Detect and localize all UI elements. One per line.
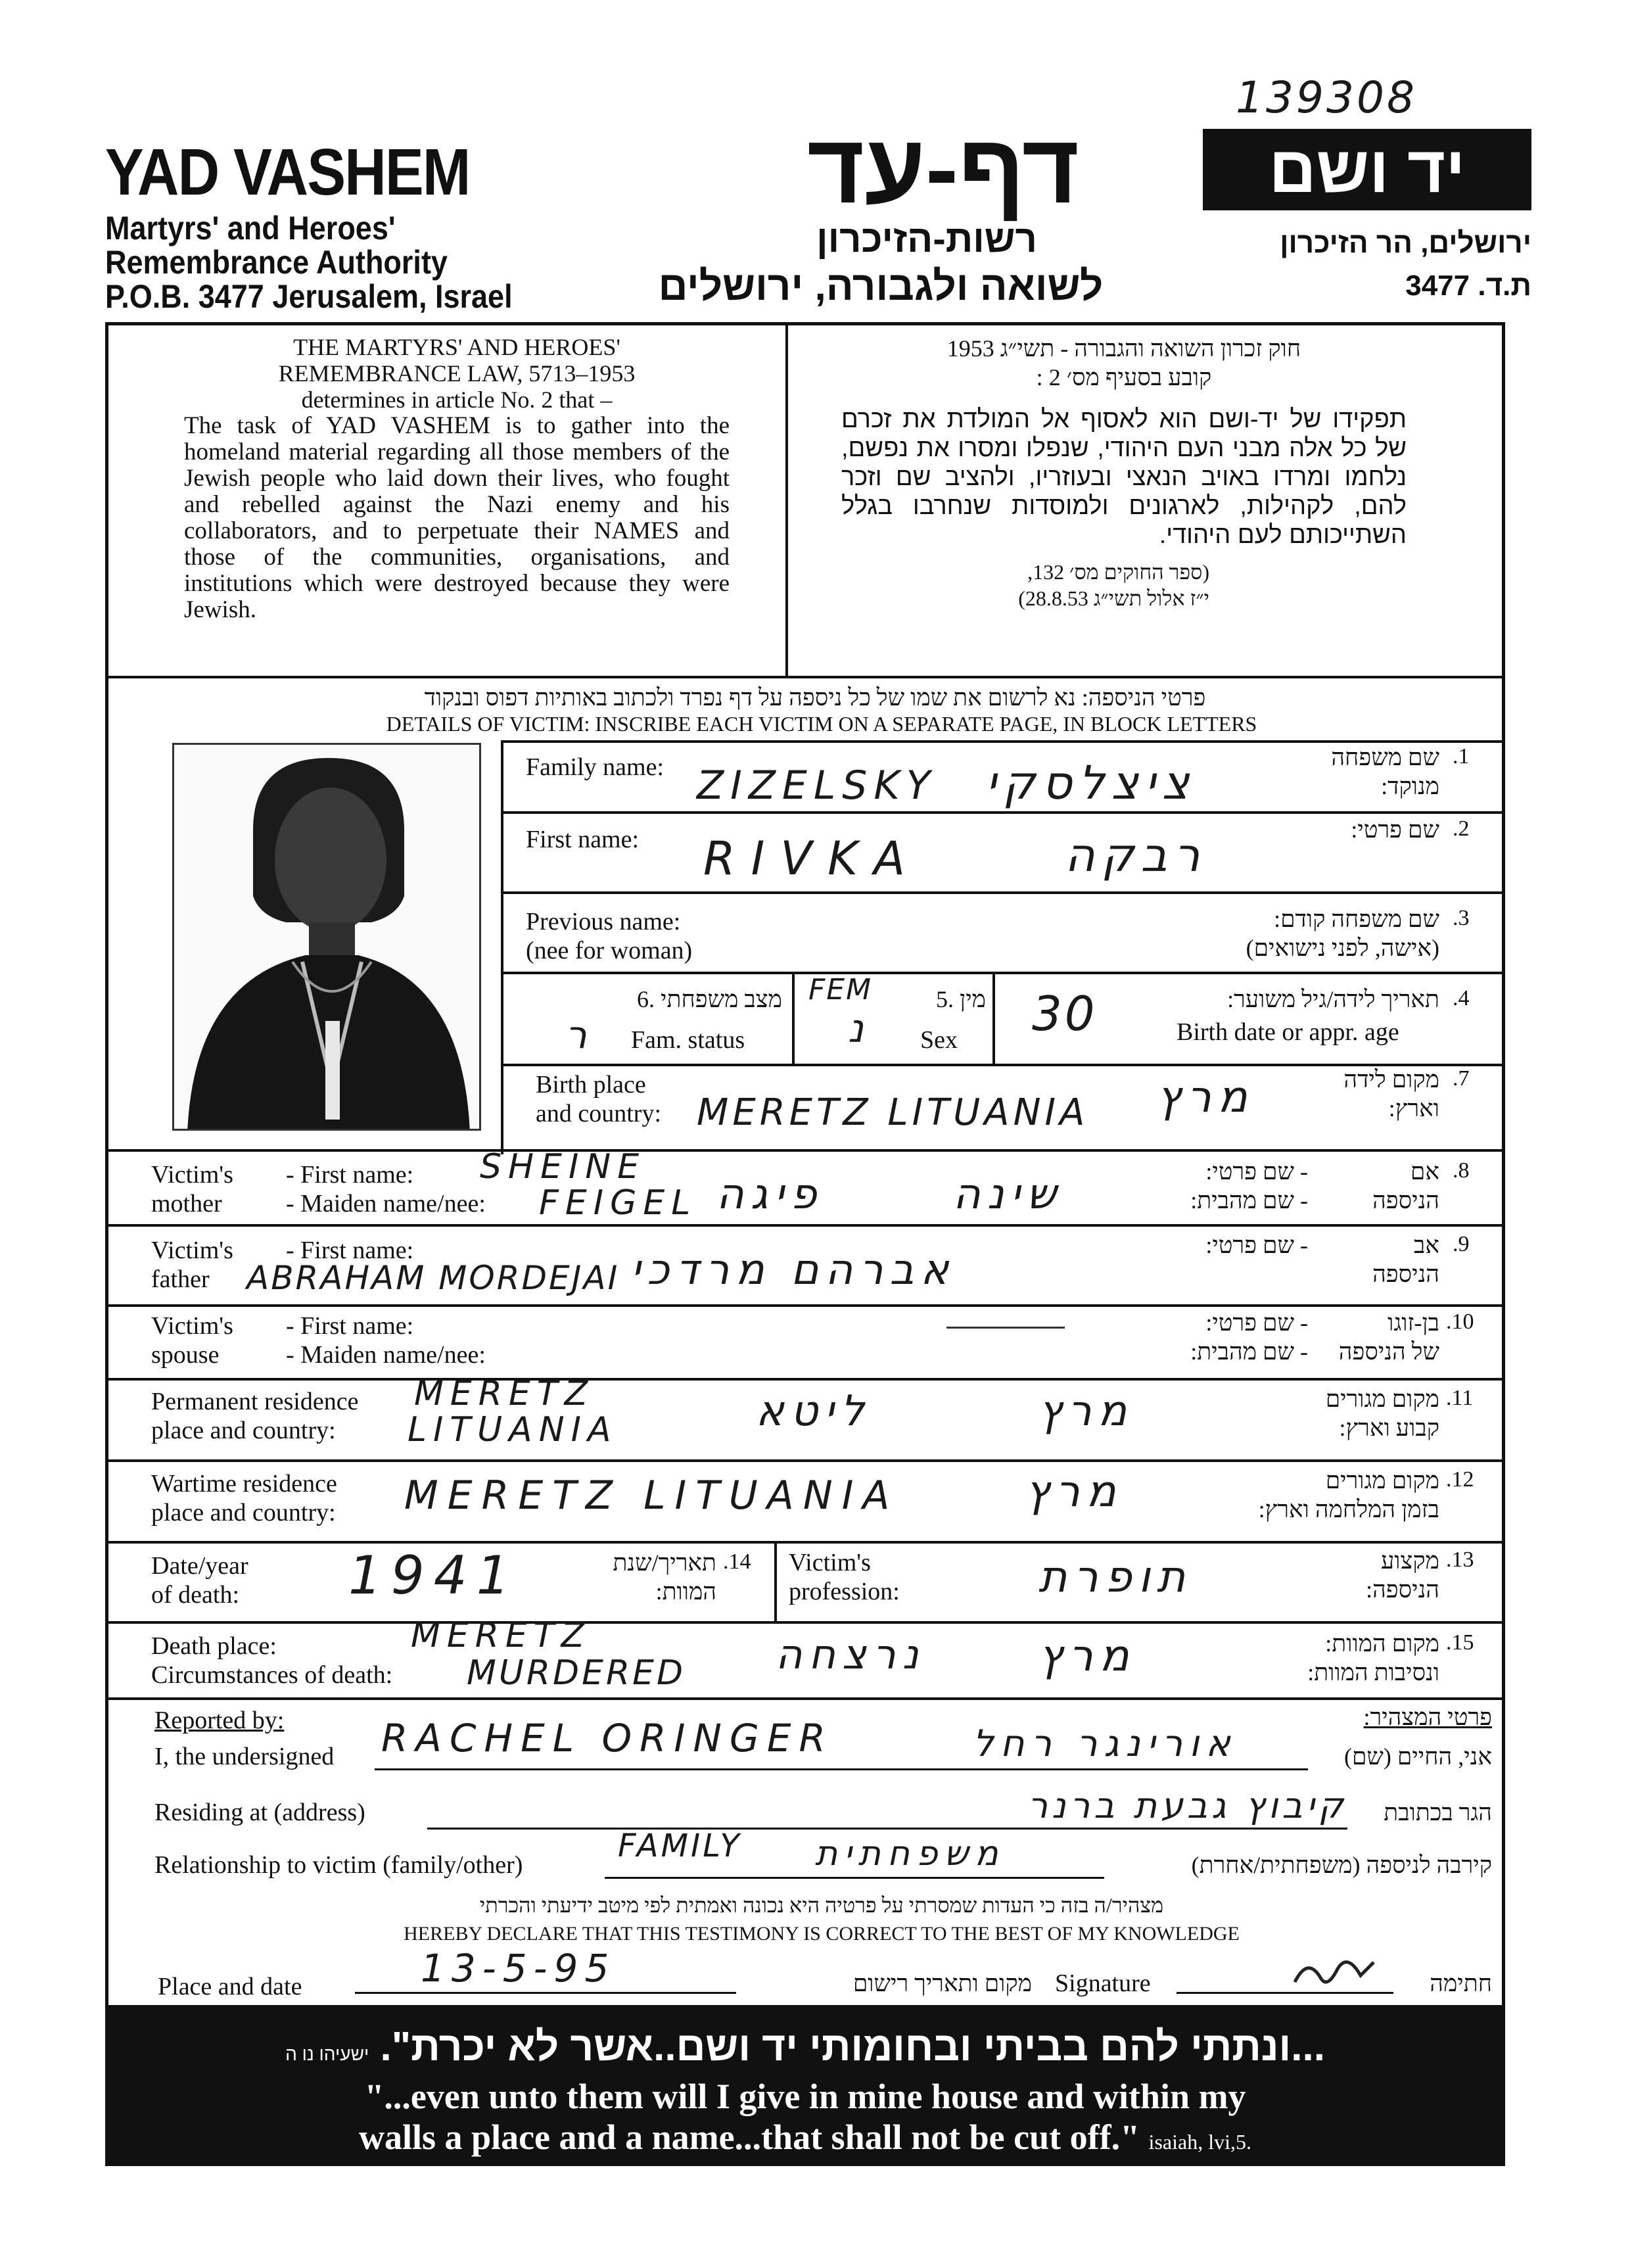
law-en-title-1: THE MARTYRS' AND HEROES' [293,334,620,360]
mother-first-name-value-hebrew[interactable]: שינה [953,1170,1063,1219]
field-number-9: .9 [1453,1232,1470,1256]
previous-name-he-1: שם משפחה קודם: [1274,906,1439,932]
law-hebrew [828,334,1420,611]
father-label-hebrew [1321,1231,1439,1288]
reporter-name-value[interactable]: RACHEL ORINGER [381,1716,833,1760]
rule-f3 [501,972,1505,974]
family-name-label-hebrew [1282,743,1439,801]
field-number-4: .4 [1453,986,1470,1010]
profession-label [789,1548,900,1606]
reporter-name-value-hebrew[interactable]: אורינגר רחל [973,1722,1237,1765]
first-name-label-hebrew: שם פרטי: [1351,816,1439,843]
sex-label: Sex [920,1026,958,1054]
spouse-first-name-he: - שם פרטי: [1205,1310,1308,1336]
relationship-value-hebrew[interactable]: משפחתית [815,1834,1005,1874]
declaration-hebrew: מצהיר/ה בזה כי העדות שמסרתי על פרטיה היא נכונה ואמתית לפי מיטב ידיעתי והכרתי [479,1893,1164,1917]
undersigned-label-hebrew: אני, החיים (שם) [1343,1743,1492,1770]
permanent-residence-he-1: מקום מגורים [1325,1386,1439,1412]
death-place-he-2: ונסיבות המוות: [1307,1659,1439,1686]
death-date-value[interactable]: 1941 [348,1545,519,1606]
birth-age-value[interactable]: 30 [1032,986,1098,1041]
fam-status-value[interactable]: ר [565,1012,594,1057]
rule-f12 [105,1541,1505,1544]
sex-label-hebrew [894,985,986,1014]
previous-name-en-1: Previous name: [526,908,681,935]
rule-f8 [105,1224,1505,1227]
field-number-11: .11 [1446,1386,1474,1410]
footer-quote-en-ref: isaiah, lvi,5. [1148,2130,1251,2154]
profession-label-hebrew [1282,1546,1439,1604]
footer-quote-en-text: walls a place and a name...that shall not be cut off." [359,2117,1140,2157]
field-number-5: .5 [936,986,954,1012]
relationship-label-hebrew: קירבה לניספה (משפחתית/אחרת) [1191,1852,1492,1878]
permanent-residence-label [151,1387,358,1445]
family-name-value[interactable]: ZIZELSKY [697,763,937,809]
signature-mark-icon[interactable] [1288,1943,1380,1995]
rule-f5-f4 [992,973,995,1065]
death-date-label-hebrew [526,1548,716,1606]
previous-name-label [526,907,692,965]
death-place-en-1: Death place: [151,1632,277,1660]
family-name-value-hebrew[interactable]: ציצלסקי [986,756,1196,810]
wartime-residence-value[interactable]: MERETZ LITUANIA [404,1473,899,1519]
rule-f6-f5 [792,973,795,1065]
mother-he-1: אם [1410,1158,1439,1185]
permanent-residence-value-hebrew-1[interactable]: ליטא [756,1387,871,1436]
spouse-empty-dash[interactable] [946,1327,1065,1329]
profession-en-1: Victim's [789,1549,871,1576]
spouse-first-name-label: - First name: [286,1312,414,1340]
death-date-en-2: of death: [151,1581,240,1609]
mother-maiden-name-value[interactable]: FEIGEL [539,1183,697,1223]
rule-f9 [105,1304,1505,1307]
mother-en-1: Victim's [151,1161,233,1189]
wartime-residence-en-2: place and country: [151,1499,336,1526]
permanent-residence-he-2: קבוע וארץ: [1339,1415,1439,1441]
father-first-name-label-hebrew: - שם פרטי: [1205,1232,1308,1258]
spouse-label-hebrew [1308,1308,1439,1366]
place-date-label: Place and date [158,1973,302,2000]
permanent-residence-value-2[interactable]: LITUANIA [408,1410,618,1450]
address-underline [427,1828,1347,1830]
spouse-sub-labels-hebrew [1117,1308,1308,1366]
logo-subtitle-1: ירושלים, הר הזיכרון [1280,227,1531,259]
rule-f13 [105,1621,1505,1624]
death-place-label [151,1632,392,1689]
spouse-sub-labels [286,1311,486,1369]
mother-first-name-label: - First name: [286,1161,414,1189]
wartime-residence-label [151,1469,337,1527]
form-title: דף-עד [806,113,1080,224]
signature-label: Signature [1055,1970,1151,1997]
mother-label-hebrew [1321,1157,1439,1215]
father-en-1: Victim's [151,1237,233,1264]
victim-portrait-icon [174,745,481,1131]
family-name-label: Family name: [526,753,664,781]
mother-sub-labels [286,1160,486,1218]
field-grid-left-rule [501,742,503,1154]
father-label [151,1236,233,1294]
rule-f7 [105,1149,1505,1152]
father-first-name-value[interactable]: ABRAHAM MORDEJAI [246,1259,620,1297]
law-en-body: The task of YAD VASHEM is to gather into the homeland material regarding all those members of the Jewish people who laid down their lives, who fought and rebelled against the Nazi enemy and his collaborators, and to perpetuate their NAMES and those of the communities, organisations, and institutions which were destroyed because they were Jewish. [184,412,730,623]
spouse-maiden-name-he: - שם מהבית: [1190,1338,1308,1365]
form-subtitle-2: לשואה ולגבורה, ירושלים [658,264,1104,309]
law-english [184,334,730,623]
law-bottom-rule [105,676,1505,678]
first-name-value-hebrew[interactable]: רבקה [1065,828,1207,882]
instructions-english: DETAILS OF VICTIM: INSCRIBE EACH VICTIM ON A SEPARATE PAGE, IN BLOCK LETTERS [386,712,1257,736]
wartime-residence-label-hebrew [1183,1466,1439,1524]
reporter-name-underline [375,1768,1308,1770]
spouse-en-2: spouse [151,1341,220,1369]
law-divider [785,322,788,677]
death-place-he-1: מקום המוות: [1325,1630,1439,1657]
reported-by-label: Reported by: [154,1707,285,1734]
catalog-number: 139308 [1236,72,1417,123]
logo-yad-vashem: יד ושם [1203,129,1531,210]
birth-place-label-hebrew [1282,1065,1439,1123]
father-en-2: father [151,1265,210,1293]
spouse-label [151,1311,233,1369]
place-date-underline [355,1992,736,1994]
law-he-ref-1: (ספר החוקים מס׳ 132, [1027,560,1209,584]
death-date-label [151,1551,248,1609]
birth-date-label-hebrew: תאריך לידה/גיל משוער: [1227,986,1439,1012]
relationship-label: Relationship to victim (family/other) [154,1851,523,1879]
footer-quote-he-ref: ישעיהו נו ה [285,2044,369,2064]
field-number-6: .6 [637,986,655,1012]
mother-maiden-name-label: - Maiden name/nee: [286,1190,486,1217]
permanent-residence-label-hebrew [1249,1384,1439,1442]
death-circumstances-value-hebrew[interactable]: נרצחה [776,1630,925,1678]
death-circumstances-value[interactable]: MURDERED [467,1653,686,1693]
mother-maiden-name-value-hebrew[interactable]: פיגה [716,1170,824,1219]
permanent-residence-value-hebrew-2[interactable]: מרץ [1038,1387,1134,1436]
fam-status-label-hebrew [539,985,782,1014]
birth-date-label: Birth date or appr. age [1177,1018,1399,1046]
death-place-label-hebrew [1249,1629,1439,1687]
wartime-residence-he-2: בזמן המלחמה וארץ: [1258,1496,1439,1523]
birth-place-he-1: מקום לידה [1343,1066,1439,1093]
field-number-1: .1 [1453,744,1470,768]
birth-place-value-hebrew[interactable]: מרץ [1157,1072,1254,1122]
footer-quote-he-text: ...ונתתי להם בביתי ובחומותי יד ושם..אשר לא יכרת". [380,2024,1325,2069]
reporter-title-hebrew: פרטי המצהיר: [1363,1704,1492,1730]
rule-f1 [501,811,1505,814]
field-number-15: .15 [1446,1630,1474,1655]
spouse-he-1: בן-זוגו [1387,1310,1439,1336]
permanent-residence-value-1[interactable]: MERETZ [414,1374,595,1413]
father-he-1: אב [1414,1232,1439,1258]
first-name-value[interactable]: RIVKA [703,832,921,886]
profession-he-2: הניספה: [1366,1576,1439,1603]
field-number-14: .14 [723,1549,751,1574]
footer-banner [105,2005,1505,2166]
wartime-residence-he-1: מקום מגורים [1325,1467,1439,1494]
field-number-2: .2 [1453,816,1470,841]
field-number-8: .8 [1453,1158,1470,1183]
profession-value-hebrew[interactable]: תופרת [1038,1551,1192,1602]
sex-value-hebrew[interactable]: נ [848,1006,871,1052]
wartime-residence-value-hebrew[interactable]: מרץ [1025,1466,1123,1517]
birth-place-en-2: and country: [536,1100,662,1127]
address-label: Residing at (address) [154,1799,365,1826]
family-name-he-2: מנוקד: [1381,773,1439,799]
wartime-residence-en-1: Wartime residence [151,1470,337,1498]
death-place-value-hebrew[interactable]: מרץ [1038,1630,1136,1681]
birth-place-value[interactable]: MERETZ LITUANIA [697,1091,1089,1134]
rule-f15 [105,1697,1505,1700]
address-value[interactable]: קיבוץ גבעת ברנר [1027,1785,1347,1826]
rule-f10 [105,1378,1505,1381]
law-he-body: תפקידו של יד-ושם הוא לאסוף אל המולדת את זכרם של כל אלה מבני העם היהודי, שנפלו ומסרו את נפשם, נלחמו ומרדו באויב הנאצי ובעוזריו, ולהציב שם וזכר להם, לקהילות, לארגונים ולמוסדות שנחרבו בגלל השתייכותם לעם היהודי. [841,406,1407,549]
permanent-residence-en-1: Permanent residence [151,1388,359,1415]
sex-he: מין [960,986,986,1012]
law-he-ref-2: י״ז אלול תשי״ג 28.8.53) [1018,586,1209,610]
org-name: YAD VASHEM [105,135,470,209]
fam-status-label: Fam. status [631,1026,745,1054]
father-he-2: הניספה [1372,1261,1439,1287]
mother-he-2: הניספה [1372,1187,1439,1214]
rule-f11 [105,1459,1505,1462]
form-subtitle-1: רשות-הזיכרון [816,218,1037,260]
org-subtitle-1: Martyrs' and Heroes' [105,210,396,247]
signature-label-hebrew: חתימה [1430,1970,1492,1996]
relationship-value[interactable]: FAMILY [618,1828,742,1864]
field-number-10: .10 [1446,1310,1474,1334]
previous-name-he-2: (אישה, לפני נישואים) [1246,935,1439,961]
mother-first-name-value[interactable]: SHEINE [480,1147,646,1187]
logo-subtitle-2: ת.ד. 3477 [1405,270,1531,302]
rule-f14-f13 [774,1542,777,1622]
birth-place-label [536,1070,661,1128]
org-address: P.O.B. 3477 Jerusalem, Israel [105,278,513,315]
field-number-7: .7 [1453,1066,1470,1091]
relationship-underline [605,1877,1104,1879]
spouse-en-1: Victim's [151,1312,233,1340]
mother-first-name-he: - שם פרטי: [1205,1158,1308,1185]
rule-f2 [501,891,1505,894]
death-date-en-1: Date/year [151,1552,248,1580]
address-label-hebrew: הגר בכתובת [1384,1799,1492,1826]
permanent-residence-en-2: place and country: [151,1417,336,1444]
undersigned-label: I, the undersigned [154,1743,335,1770]
previous-name-label-hebrew [1117,905,1439,962]
victim-photo [172,743,481,1131]
footer-quote-english-1: "...even unto them will I give in mine house and within my [364,2077,1246,2116]
law-he-title-1: חוק זכרון השואה והגבורה - תשי״ג 1953 [946,335,1301,362]
place-date-label-hebrew: מקום ותאריך רישום [852,1970,1032,1996]
profession-en-2: profession: [789,1578,900,1605]
mother-maiden-name-he: - שם מהבית: [1190,1187,1308,1214]
law-he-title-2: קובע בסעיף מס׳ 2 : [1036,364,1212,390]
law-en-title-2: REMEMBRANCE LAW, 5713–1953 [278,360,636,387]
spouse-maiden-name-label: - Maiden name/nee: [286,1341,486,1369]
footer-quote-hebrew [105,2023,1505,2070]
law-en-title-3: determines in article No. 2 that – [301,387,613,413]
first-name-label: First name: [526,826,640,853]
previous-name-en-2: (nee for woman) [526,937,693,964]
spouse-he-2: של הניספה [1338,1338,1439,1365]
mother-sub-labels-hebrew [1117,1157,1308,1215]
death-date-he-2: המוות: [655,1578,716,1605]
field-number-13: .13 [1446,1547,1474,1572]
sex-value[interactable]: FEM [808,973,873,1006]
place-date-value[interactable]: 13-5-95 [421,1946,616,1991]
field-number-3: .3 [1453,906,1470,930]
death-place-value[interactable]: MERETZ [411,1616,592,1655]
instructions-hebrew: פרטי הניספה: נא לרשום את שמו של כל ניספה על דף נפרד ולכתוב באותיות דפוס ובנקוד [424,684,1206,711]
profession-he-1: מקצוע [1380,1547,1439,1574]
family-name-he-1: שם משפחה [1331,744,1439,770]
birth-place-he-2: וארץ: [1388,1095,1439,1122]
org-subtitle-2: Remembrance Authority [105,244,448,281]
mother-en-2: mother [151,1190,222,1217]
father-first-name-value-hebrew[interactable]: אברהם מרדכי [631,1246,956,1294]
death-date-he-1: תאריך/שנת [613,1549,716,1576]
death-place-en-2: Circumstances of death: [151,1661,393,1689]
birth-place-en-1: Birth place [536,1071,646,1099]
fam-status-he: מצב משפחתי [661,986,782,1012]
footer-quote-english-2 [105,2117,1505,2158]
declaration-english: HEREBY DECLARE THAT THIS TESTIMONY IS CORRECT TO THE BEST OF MY KNOWLEDGE [404,1923,1240,1945]
field-number-12: .12 [1446,1467,1474,1492]
father-first-name-label: - First name: [286,1237,414,1264]
mother-label [151,1160,233,1218]
